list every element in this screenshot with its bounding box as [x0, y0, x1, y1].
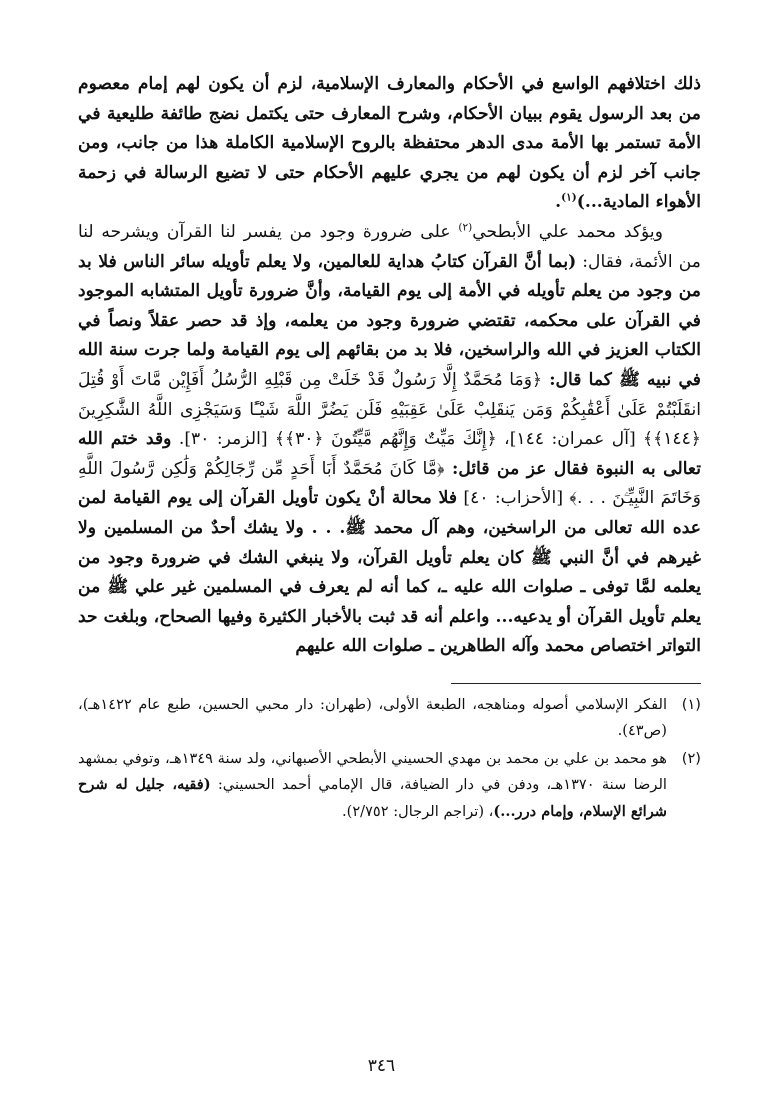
footnote-ref-2: (٢)	[458, 221, 473, 234]
quote-part-2: وقد ختم الله تعالى به النبوة فقال عز من قائل:	[78, 429, 702, 479]
main-text	[78, 70, 701, 662]
footnote-1	[78, 692, 701, 744]
verse-ref-3: [الأحزاب: ٤٠]	[457, 488, 570, 509]
quran-verse-1: ﴿وَمَا مُحَمَّدٌ إِلَّا رَسُولٌ قَدْ خَلَتْ مِن قَبْلِهِ الرُّسُلُ أَفَإِيْن مَّاتَ أَوْ قُتِلَ انقَلَبْتُمْ عَلَىٰ أَعْقَٰبِكُمْ وَمَن يَنقَلِبْ عَلَىٰ عَقِبَيْهِ فَلَن يَضُرَّ اللَّهَ شَيْـًٔا وَسَيَجْزِى اللَّهُ الشَّٰكِرِينَ ﴿١٤٤﴾﴾	[78, 369, 701, 450]
paragraph-1-text: ذلك اختلافهم الواسع في الأحكام والمعارف الإسلامية، لزم أن يكون لهم إمام معصوم من بعد الرسول يقوم ببيان الأحكام، وشرح المعارف حتى يكتمل نضج طائفة طليعية في الأمة تستمر بها الأمة مدى الدهر محتفظة بالروح الإسلامية الكاملة هذا من جانب، ومن جانب آخر لزم أن يكون لهم من يجري عليهم الأحكام حتى لا تضيع الرسالة في زحمة الأهواء المادية...)	[78, 74, 701, 213]
footnote-1-text: الفكر الإسلامي أصوله ومناهجه، الطبعة الأولى، (طهران: دار محبي الحسين، طبع عام ١٤٢٢هـ)، (ص٤٣).	[78, 695, 667, 740]
page-number: ٣٤٦	[367, 1056, 396, 1076]
paragraph-2-intro: ويؤكد محمد علي الأبطحي	[472, 221, 663, 242]
paragraph-2-intro-cont: على ضرورة وجود من يفسر لنا القرآن ويشرحه لنا من الأئمة، فقال:	[78, 221, 701, 272]
footnote-2-body	[78, 746, 667, 825]
quran-verse-3: ﴿مَّا كَانَ مُحَمَّدٌ أَبَا أَحَدٍ مِّن رِّجَالِكُمْ وَلَٰكِن رَّسُولَ اللَّهِ وَخَاتَمَ النَّبِيِّـۧنَ . . .﴾	[78, 458, 701, 509]
quran-verse-2: ﴿إِنَّكَ مَيِّتٌ وَإِنَّهُم مَّيِّتُونَ ﴿٣٠﴾﴾	[274, 429, 497, 450]
quote-part-3: فلا محالة أنْ يكون تأويل القرآن إلى يوم القيامة لمن عده الله تعالى من الراسخين، وهم آل محمد ﷺ. . . ولا يشك أحدٌ من المسلمين ولا غيرهم في أنَّ النبي ﷺ كان يعلم تأويل القرآن، ولا ينبغي الشك في ضرورة وجود من يعلمه لمَّا توفى ـ صلوات الله عليه ـ، كما أنه لم يعرف في المسلمين غير علي ﷺ من يعلم تأويل القرآن أو يدعيه... واعلم أنه قد ثبت بالأخبار الكثيرة وفيها الصحاح، وبلغت حد التواتر اختصاص محمد وآله الطاهرين ـ صلوات الله عليهم	[78, 488, 701, 657]
quote-part-1: (بما أنَّ القرآن كتابُ هداية للعالمين، ولا يعلم تأويله سائر الناس فلا بد من وجود من يعلم تأويله في الأمة إلى يوم القيامة، وأنَّ ضرورة تأويل المتشابه الموجود في القرآن على محكمه، تقتضي ضرورة وجود من يعلمه، وإذ قد حصر عقلاً ونصاً في الكتاب العزيز في الله والراسخين، فلا بد من بقائهم إلى يوم القيامة ولما جرت سنة الله في نبيه ﷺ كما قال:	[78, 251, 701, 390]
footnote-2-source: ، (تراجم الرجال: ٢/٧٥٢).	[342, 802, 494, 820]
footnote-ref-1: (١)	[561, 191, 577, 204]
verse-ref-1: [آل عمران: ١٤٤]،	[496, 429, 644, 450]
footnote-1-number: (١)	[681, 695, 701, 713]
footnotes	[78, 692, 701, 825]
paragraph-2	[78, 218, 701, 662]
verse-ref-2: [الزمر: ٣٠].	[171, 429, 275, 450]
footnote-separator	[451, 683, 701, 684]
footnote-2-number: (٢)	[681, 750, 701, 768]
footnote-2-quote: (فقيه، جليل له شرح شرائع الإسلام، وإمام درر...)	[78, 776, 667, 820]
footnote-2-text: هو محمد بن علي بن محمد بن مهدي الحسيني الأبطحي الأصبهاني، ولد سنة ١٣٤٩هـ، وتوفي بمشهد الرضا سنة ١٣٧٠هـ، ودفن في دار الضيافة، قال الإمامي أحمد الحسيني:	[78, 750, 667, 794]
paragraph-1-end: .	[555, 192, 562, 213]
footnote-2	[78, 746, 701, 825]
paragraph-1	[78, 70, 701, 218]
